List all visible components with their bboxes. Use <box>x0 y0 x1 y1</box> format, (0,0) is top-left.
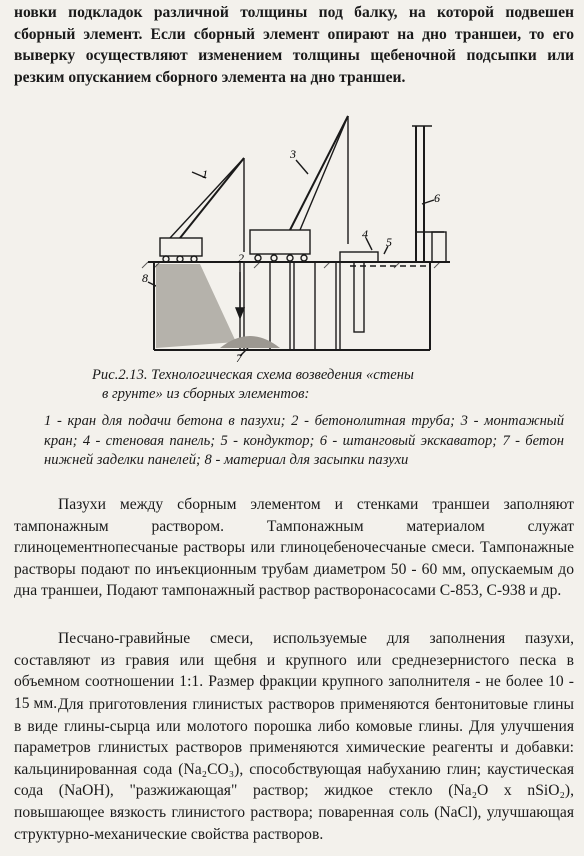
technology-scheme-figure <box>140 112 460 362</box>
intro-paragraph: новки подкладок различной толщины под балку, на которой подвешен сборный элемент. Если сборный элемент опирают на дно траншеи, то его выверку осуществляют изменением толщины щебеночной подсыпки или резким опусканием сборного элемента на дно траншеи. <box>14 4 574 86</box>
label-3: 3 <box>290 147 296 161</box>
label-2: 2 <box>238 251 244 265</box>
label-6: 6 <box>434 191 440 205</box>
backfill-material <box>156 264 236 348</box>
label-1: 1 <box>202 167 208 181</box>
caption-line-1: Рис.2.13. Технологическая схема возведения «стены <box>92 367 414 383</box>
caption-line-2: в грунте» из сборных элементов: <box>102 386 310 402</box>
paragraph-1: Пазухи между сборным элементом и стенками траншеи заполняют тампонажным раствором. Тампонажным материалом служат глиноцементнопесчаные растворы или глиноцебеночесчаные смеси. Тампонажные растворы подают по инъекционным трубам диаметром 50 - 60 мм, опускаемым до дна траншеи, Подают тампонажный раствор растворонасосами С-853, С-938 и др. <box>14 496 574 600</box>
figure-caption <box>92 366 512 404</box>
paragraph-2: Песчано-гравийные смеси, используемые для заполнения пазухи, составляют из гравия или щебня и крупного или среднезернистого песка в объемном соотношении 1:1. Размер фракции крупного заполнителя - не более 10 - 15 мм. <box>14 630 574 712</box>
paragraph-3: Для приготовления глинистых растворов применяются бентонитовые глины в виде глины-сырца или молотого порошка либо комовые глины. Для улучшения параметров глинистых растворов применяются химические реагенты и добавки: кальцинированная сода (Na₂CO₃), способствующая набуханию глин; каустическая сода (NaOH), "разжижающая" раствор; жидкое стекло (Na₂O x nSiO₂), повышающее вязкость глинистого раствора; поваренная соль (NaCl), улучшающая структурно-механические свойства растворов. <box>14 696 574 843</box>
label-4: 4 <box>362 227 368 241</box>
label-7: 7 <box>236 351 242 362</box>
label-5: 5 <box>386 235 392 249</box>
figure-legend: 1 - кран для подачи бетона в пазухи; 2 - бетонолитная труба; 3 - монтажный кран; 4 - стеновая панель; 5 - кондуктор; 6 - штанговый экскаватор; 7 - бетон нижней заделки панелей; 8 - материал для засыпки пазухи <box>44 413 564 468</box>
label-8: 8 <box>142 271 148 285</box>
